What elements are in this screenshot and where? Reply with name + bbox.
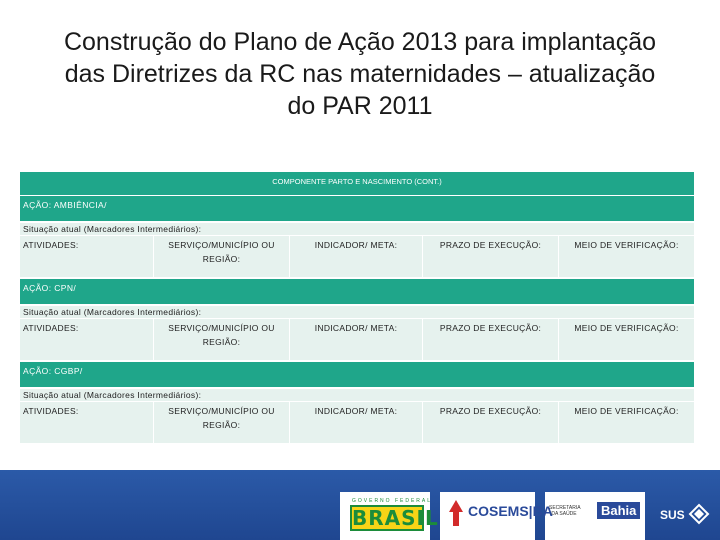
col-servico-line1: SERVIÇO/MUNICÍPIO OU xyxy=(168,240,275,250)
col-servico-line2: REGIÃO: xyxy=(202,337,241,347)
col-prazo: PRAZO DE EXECUÇÃO: xyxy=(423,319,559,360)
col-indicador: INDICADOR/ META: xyxy=(290,236,423,277)
sus-logo: SUS xyxy=(660,508,685,522)
title-line-2: das Diretrizes da RC nas maternidades – atualização xyxy=(64,60,656,88)
situacao-row: Situação atual (Marcadores Intermediários): xyxy=(20,389,694,401)
col-servico xyxy=(154,236,290,277)
col-servico xyxy=(154,319,290,360)
brasil-logo: BRASIL xyxy=(352,506,439,530)
acao-ambiencia-row: AÇÃO: AMBIÊNCIA/ xyxy=(20,196,694,223)
title-line-3: do PAR 2011 xyxy=(287,92,433,120)
cosems-mark-icon xyxy=(447,498,465,528)
acao-cgbp-row: AÇÃO: CGBP/ xyxy=(20,362,694,389)
col-servico-line1: SERVIÇO/MUNICÍPIO OU xyxy=(168,323,275,333)
slide-title xyxy=(20,26,700,122)
col-meio: MEIO DE VERIFICAÇÃO: xyxy=(574,240,679,250)
action-plan-table xyxy=(20,172,694,445)
columns-row xyxy=(20,401,694,445)
bahia-secretaria-label: SECRETARIA DA SAÚDE xyxy=(549,505,581,517)
col-servico-line2: REGIÃO: xyxy=(202,420,241,430)
col-meio: MEIO DE VERIFICAÇÃO: xyxy=(574,323,679,333)
brasil-logo-caption: GOVERNO FEDERAL xyxy=(352,498,433,504)
acao-cpn-row: AÇÃO: CPN/ xyxy=(20,279,694,306)
col-servico xyxy=(154,402,290,443)
title-line-1: Construção do Plano de Ação 2013 para implantação xyxy=(63,28,657,56)
col-indicador: INDICADOR/ META: xyxy=(290,402,423,443)
col-prazo: PRAZO DE EXECUÇÃO: xyxy=(423,402,559,443)
columns-row xyxy=(20,318,694,362)
col-atividades: ATIVIDADES: xyxy=(20,236,154,277)
col-servico-line2: REGIÃO: xyxy=(202,254,241,264)
col-atividades: ATIVIDADES: xyxy=(20,402,154,443)
sus-cross-icon xyxy=(688,503,710,525)
col-servico-line1: SERVIÇO/MUNICÍPIO OU xyxy=(168,406,275,416)
col-prazo: PRAZO DE EXECUÇÃO: xyxy=(423,236,559,277)
situacao-row: Situação atual (Marcadores Intermediários): xyxy=(20,223,694,235)
col-indicador: INDICADOR/ META: xyxy=(290,319,423,360)
cosems-logo: COSEMS|BA xyxy=(468,503,553,519)
col-atividades: ATIVIDADES: xyxy=(20,319,154,360)
col-meio: MEIO DE VERIFICAÇÃO: xyxy=(574,406,679,416)
table-header: COMPONENTE PARTO E NASCIMENTO (CONT.) xyxy=(20,172,694,196)
bahia-logo: Bahia xyxy=(597,502,640,519)
situacao-row: Situação atual (Marcadores Intermediários): xyxy=(20,306,694,318)
columns-row xyxy=(20,235,694,279)
